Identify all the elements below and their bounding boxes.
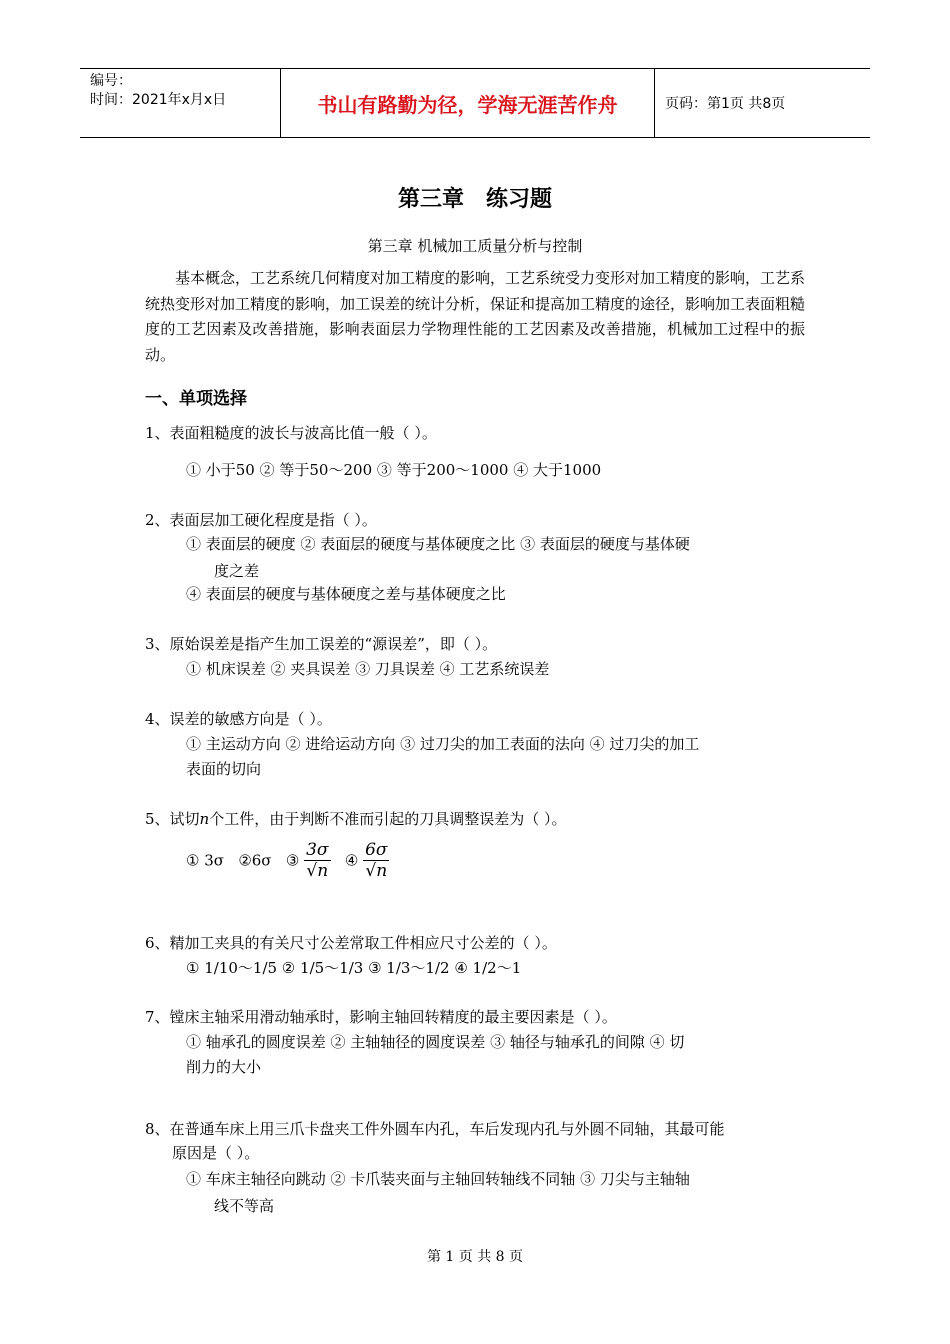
time-label: 时间：2021年x月x日 (90, 92, 227, 108)
question-6-options: ① 1/10～1/5 ② 1/5～1/3 ③ 1/3～1/2 ④ 1/2～1 (186, 959, 522, 977)
question-7-option-line1: ① 轴承孔的圆度误差 ② 主轴轴径的圆度误差 ③ 轴径与轴承孔的间隙 ④ 切 (186, 1033, 685, 1051)
question-7-option-line1-cont: 削力的大小 (186, 1058, 262, 1076)
question-5-options (186, 840, 806, 881)
fraction-6sigma-sqrt-n: $\frac{6\sigma}{√n}$ (365, 840, 388, 881)
question-5-stem-part-b: 个工件，由于判断不准而引起的刀具调整误差为（ ）。 (209, 810, 567, 828)
question-1-stem: 1、表面粗糙度的波长与波高比值一般（ ）。 (145, 424, 437, 442)
question-7-stem: 7、镗床主轴采用滑动轴承时，影响主轴回转精度的最主要因素是（ ）。 (145, 1008, 617, 1026)
question-5-option-2: ②6σ (238, 851, 272, 870)
question-5-stem-part-a: 5、试切 (145, 810, 200, 828)
question-1-options: ① 小于50 ② 等于50～200 ③ 等于200～1000 ④ 大于1000 (186, 461, 602, 479)
chapter-subtitle: 第三章 机械加工质量分析与控制 (367, 237, 583, 255)
question-8-option-line1: ① 车床主轴径向跳动 ② 卡爪装夹面与主轴回转轴线不同轴 ③ 刀尖与主轴轴 (186, 1170, 690, 1188)
question-3-stem: 3、原始误差是指产生加工误差的“源误差”，即（ ）。 (145, 635, 498, 653)
question-8-option-line1-cont: 线不等高 (214, 1197, 275, 1215)
question-8-stem: 8、在普通车床上用三爪卡盘夹工件外圆车内孔，车后发现内孔与外圆不同轴，其最可能 (145, 1120, 725, 1138)
number-label: 编号： (90, 73, 132, 89)
page-title: 第三章 练习题 (397, 187, 552, 212)
fraction-3sigma-sqrt-n: $\frac{3\sigma}{√n}$ (306, 840, 329, 881)
question-3-options: ① 机床误差 ② 夹具误差 ③ 刀具误差 ④ 工艺系统误差 (186, 660, 550, 678)
question-5-stem-n: n (199, 810, 210, 828)
header-table (80, 68, 870, 138)
question-5-stem (145, 808, 805, 829)
intro-paragraph: 基本概念，工艺系统几何精度对加工精度的影响，工艺系统受力变形对加工精度的影响，工艺系统热变形对加工精度的影响，加工误差的统计分析，保证和提高加工精度的途径，影响加工表面粗糙度的工艺因素及改善措施，影响表面层力学物理性能的工艺因素及改善措施，机械加工过程中的振动。 (145, 269, 806, 364)
question-2-option-line2: ④ 表面层的硬度与基体硬度之差与基体硬度之比 (186, 585, 506, 603)
page-info: 页码：第1页 共8页 (665, 96, 786, 112)
question-4-option-line1: ① 主运动方向 ② 进给运动方向 ③ 过刀尖的加工表面的法向 ④ 过刀尖的加工 (186, 735, 700, 753)
question-2-option-line1: ① 表面层的硬度 ② 表面层的硬度与基体硬度之比 ③ 表面层的硬度与基体硬 (186, 535, 690, 553)
question-2-stem: 2、表面层加工硬化程度是指（ ）。 (145, 511, 377, 529)
question-5-option-3: ③ (285, 851, 300, 870)
question-5-option-4: ④ (344, 851, 359, 870)
question-5-option-1: ① 3σ (186, 851, 224, 870)
question-4-stem: 4、误差的敏感方向是（ ）。 (145, 710, 332, 728)
question-6-stem: 6、精加工夹具的有关尺寸公差常取工件相应尺寸公差的（ ）。 (145, 934, 557, 952)
header-left-cell (80, 69, 281, 137)
section-heading: 一、单项选择 (145, 389, 247, 409)
question-2-option-line1-cont: 度之差 (214, 562, 260, 580)
page-footer: 第 1 页 共 8 页 (426, 1249, 524, 1265)
motto: 书山有路勤为径，学海无涯苦作舟 (281, 69, 655, 137)
question-4-option-line1-cont: 表面的切向 (186, 760, 262, 778)
question-8-stem-cont: 原因是（ ）。 (172, 1144, 260, 1162)
